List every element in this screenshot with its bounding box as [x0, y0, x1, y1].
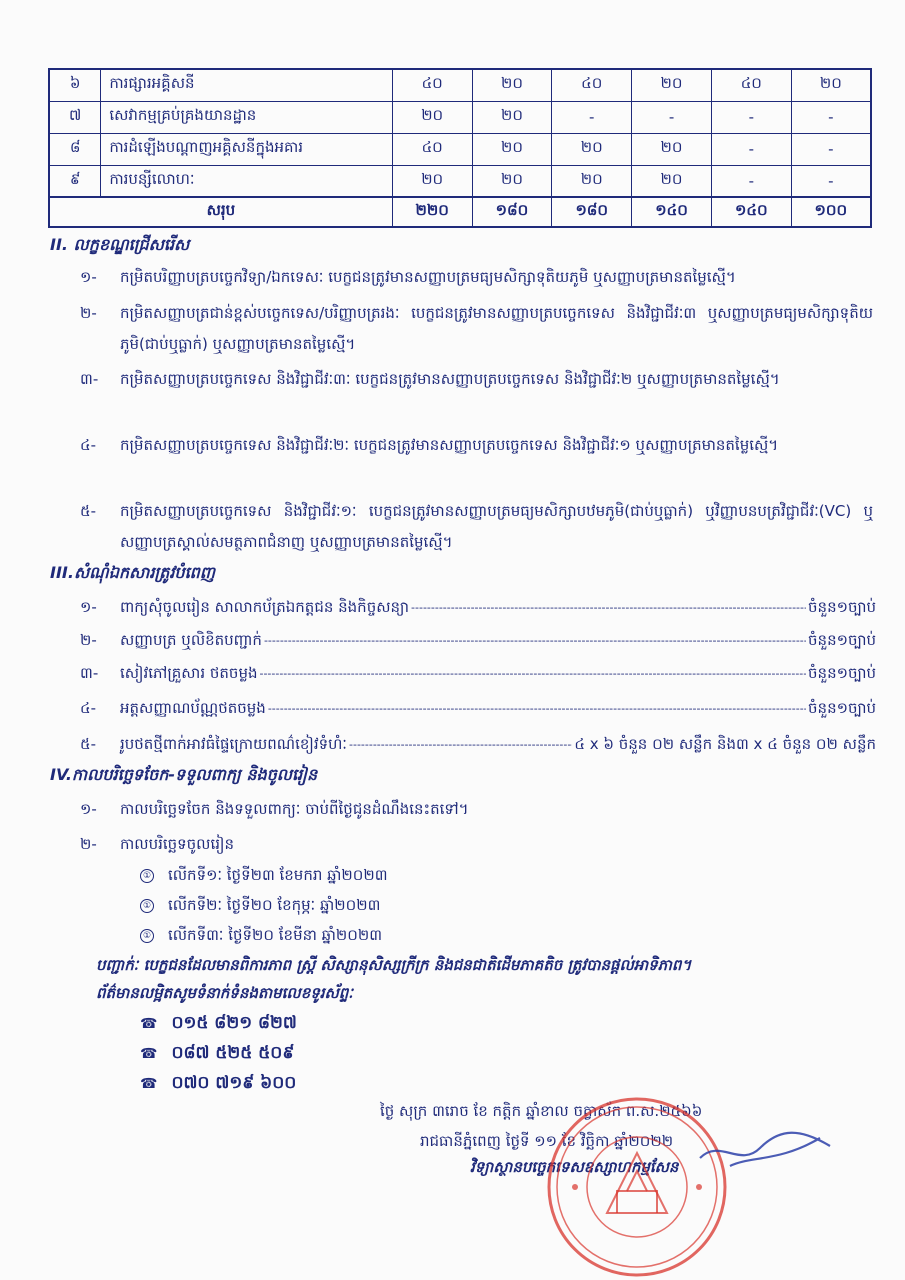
- session-text: លើកទី១ៈ ថ្ងៃទី២៣ ខែមករា ឆ្នាំ២០២៣: [168, 866, 388, 884]
- table-row: [49, 133, 871, 165]
- quota-cell: ២០: [632, 165, 712, 197]
- item-text: កាលបរិច្ឆេទចែក និងទទួលពាក្យៈ ចាប់ពីថ្ងៃជូនដំណឹងនេះតទៅ។: [120, 800, 469, 818]
- row-number: ៧: [49, 101, 101, 133]
- item-number: ៤-: [80, 699, 97, 717]
- phone-number: ០៧០ ៧១៩ ៦០០: [171, 1073, 297, 1093]
- course-name: សេវាកម្មគ្រប់គ្រងយានដ្ឋាន: [101, 101, 392, 133]
- leader-dots: [268, 697, 806, 719]
- document-count: ចំនួន១ច្បាប់: [808, 699, 876, 717]
- document-label: ពាក្យសុំចូលរៀន សាលាកប័ត្រឯកត្តជន និងកិច្ចសន្យា: [120, 598, 410, 616]
- lunar-date: ថ្ងៃ សុក្រ ៣រោច ខែ កត្តិក ឆ្នាំខាល ចត្វាស័ក ព.ស.២៥៦៦: [380, 1102, 703, 1120]
- leader-dots: [411, 596, 806, 618]
- item-number: ១-: [80, 598, 97, 616]
- item-text: កម្រិតសញ្ញាបត្របច្ចេកទេស និងវិជ្ជាជីវៈ១ៈ បេក្ខជនត្រូវមានសញ្ញាបត្រមធ្យមសិក្សាបឋមភូមិ(ជាប់ឬធ្លាក់) ឬវិញ្ញាបនបត្រវិជ្ជាជីវៈ(VC) ឬសញ្ញាបត្រស្គាល់សមត្ថភាពជំនាញ ឬសញ្ញាបត្រមានតម្លៃស្មើ។: [120, 502, 873, 551]
- quota-cell: ២០: [472, 101, 552, 133]
- note-contact: ព័ត៌មានលម្អិតសូមទំនាក់ទំនងតាមលេខទូរស័ព្ទៈ: [96, 984, 353, 1002]
- document-item: [80, 662, 876, 684]
- institution-name: វិទ្យាស្ថានបច្ចេកទេសឧស្សាហកម្មសែន: [470, 1158, 679, 1176]
- quota-cell: ២០: [632, 69, 712, 101]
- quota-cell: ២០: [392, 101, 472, 133]
- item-number: ៤-: [80, 436, 97, 454]
- quota-cell: ៤០: [552, 69, 632, 101]
- quota-cell: ២០: [472, 165, 552, 197]
- total-cell: ១៨០: [472, 197, 552, 227]
- table-row: [49, 101, 871, 133]
- quota-cell: ៤០: [392, 69, 472, 101]
- item-text: កាលបរិច្ឆេទចូលរៀន: [120, 835, 234, 853]
- list-item: [80, 794, 873, 825]
- document-label: អត្តសញ្ញាណប័ណ្ណថតចម្លង: [120, 699, 266, 717]
- table-row: [49, 165, 871, 197]
- list-item: [80, 496, 873, 558]
- section-heading-selection: II. លក្ខខណ្ឌជ្រើសរើស: [50, 235, 190, 254]
- phone-number: ០៨៧ ៥២៥ ៥០៩: [171, 1043, 295, 1063]
- circled-bullet-icon: ①: [140, 869, 154, 883]
- quota-cell: ២០: [472, 133, 552, 165]
- document-count: ចំនួន១ច្បាប់: [808, 631, 876, 649]
- document-count: ចំនួន១ច្បាប់: [808, 664, 876, 682]
- quota-cell: -: [552, 101, 632, 133]
- phone-line: [140, 1042, 294, 1067]
- quota-cell: -: [632, 101, 712, 133]
- quota-cell: -: [791, 165, 871, 197]
- session-item: [140, 926, 382, 948]
- total-cell: ១៤០: [632, 197, 712, 227]
- session-item: [140, 866, 388, 888]
- quota-cell: ២០: [552, 165, 632, 197]
- phone-icon: ☎: [140, 1076, 158, 1092]
- document-count: ចំនួន១ច្បាប់: [808, 598, 876, 616]
- phone-icon: ☎: [140, 1016, 158, 1032]
- total-cell: ១៤០: [711, 197, 791, 227]
- list-item: [80, 262, 873, 293]
- document-count: ៤ x ៦ ចំនួន ០២ សន្លឹក និង៣ x ៤ ចំនួន ០២ សន្លឹក: [574, 735, 876, 753]
- quota-cell: ២០: [791, 69, 871, 101]
- list-item: [80, 829, 873, 860]
- row-number: ៩: [49, 165, 101, 197]
- leader-dots: [259, 662, 806, 684]
- list-item: [80, 364, 873, 395]
- quota-cell: -: [711, 101, 791, 133]
- item-text: កម្រិតសញ្ញាបត្របច្ចេកទេស និងវិជ្ជាជីវៈ២ៈ បេក្ខជនត្រូវមានសញ្ញាបត្របច្ចេកទេស និងវិជ្ជាជីវៈ១ ឬសញ្ញាបត្រមានតម្លៃស្មើ។: [120, 436, 779, 454]
- item-number: ៣-: [80, 370, 99, 388]
- item-number: ២-: [80, 304, 97, 322]
- phone-line: [140, 1012, 297, 1037]
- quota-cell: ២០: [472, 69, 552, 101]
- session-text: លើកទី៣ៈ ថ្ងៃទី២០ ខែមីនា ឆ្នាំ២០២៣: [168, 926, 383, 944]
- total-label: សរុប: [49, 197, 392, 227]
- quota-cell: -: [791, 133, 871, 165]
- circled-bullet-icon: ①: [140, 929, 154, 943]
- total-cell: ១០០: [791, 197, 871, 227]
- circled-bullet-icon: ①: [140, 899, 154, 913]
- quota-cell: -: [711, 133, 791, 165]
- document-item: [80, 733, 876, 755]
- total-cell: ១៨០: [552, 197, 632, 227]
- signature-icon: [690, 1118, 840, 1178]
- total-row: [49, 197, 871, 227]
- list-item: [80, 298, 873, 360]
- leader-dots: [264, 629, 806, 651]
- document-item: [80, 629, 876, 651]
- table-row: [49, 69, 871, 101]
- leader-dots: [349, 733, 572, 755]
- quota-cell: ៤០: [392, 133, 472, 165]
- row-number: ៨: [49, 133, 101, 165]
- session-item: [140, 896, 380, 918]
- item-number: ៥-: [80, 502, 97, 520]
- row-number: ៦: [49, 69, 101, 101]
- document-item: [80, 697, 876, 719]
- document-label: រូបថតថ្មីពាក់អាវធំផ្ទៃក្រោយពណ៌ខៀវទំហំៈ: [120, 735, 348, 753]
- quota-cell: ២០: [392, 165, 472, 197]
- document-label: សញ្ញាបត្រ ឬលិខិតបញ្ជាក់: [120, 631, 262, 649]
- course-name: ការបន្សីលោហៈ: [101, 165, 392, 197]
- document-label: សៀវភៅគ្រួសារ ថតចម្លង: [120, 664, 258, 682]
- quota-cell: -: [791, 101, 871, 133]
- item-number: ២-: [80, 631, 97, 649]
- total-cell: ២២០: [392, 197, 472, 227]
- item-number: ២-: [80, 835, 97, 853]
- list-item: [80, 430, 873, 461]
- document-item: [80, 596, 876, 618]
- item-number: ៣-: [80, 664, 99, 682]
- solar-date: រាជធានីភ្នំពេញ ថ្ងៃទី ១១ ខែ វិច្ឆិកា ឆ្នាំ២០២២: [420, 1132, 674, 1150]
- session-text: លើកទី២ៈ ថ្ងៃទី២០ ខែកុម្ភៈ ឆ្នាំ២០២៣: [168, 896, 381, 914]
- phone-line: [140, 1072, 296, 1097]
- quota-cell: ២០: [632, 133, 712, 165]
- item-number: ១-: [80, 800, 97, 818]
- course-table: [48, 68, 872, 228]
- section-heading-documents: III.សំណុំឯកសារត្រូវបំពេញ: [50, 563, 216, 582]
- quota-cell: ៤០: [711, 69, 791, 101]
- item-number: ១-: [80, 268, 97, 286]
- item-text: កម្រិតសញ្ញាបត្រជាន់ខ្ពស់បច្ចេកទេស/បរិញ្ញាបត្ររងៈ បេក្ខជនត្រូវមានសញ្ញាបត្របច្ចេកទេស និងវិជ្ជាជីវៈ៣ ឬសញ្ញាបត្រមធ្យមសិក្សាទុតិយភូមិ(ជាប់ឬធ្លាក់) ឬសញ្ញាបត្រមានតម្លៃស្មើ។: [120, 304, 873, 353]
- item-text: កម្រិតបរិញ្ញាបត្របច្ចេកវិទ្យា/ឯកទេសៈ បេក្ខជនត្រូវមានសញ្ញាបត្រមធ្យមសិក្សាទុតិយភូមិ ឬសញ្ញាបត្រមានតម្លៃស្មើ។: [120, 268, 736, 286]
- item-number: ៥-: [80, 735, 97, 753]
- phone-number: ០១៥ ៨២១ ៨២៧: [171, 1013, 297, 1033]
- note-priority: បញ្ជាក់ៈ បេក្ខជនដែលមានពិការភាព ស្ត្រី សិស្សានុសិស្សក្រីក្រ និងជនជាតិដើមភាគតិច ត្រូវបានផ្តល់អាទិភាព។: [96, 956, 692, 974]
- phone-icon: ☎: [140, 1046, 158, 1062]
- item-text: កម្រិតសញ្ញាបត្របច្ចេកទេស និងវិជ្ជាជីវៈ៣ៈ បេក្ខជនត្រូវមានសញ្ញាបត្របច្ចេកទេស និងវិជ្ជាជីវៈ២ ឬសញ្ញាបត្រមានតម្លៃស្មើ។: [120, 370, 780, 388]
- section-heading-dates: IV.កាលបរិច្ឆេទចែក-ទទួលពាក្យ និងចូលរៀន: [50, 765, 318, 784]
- course-name: ការដំឡើងបណ្តាញអគ្គិសនីក្នុងអគារ: [101, 133, 392, 165]
- course-name: ការផ្សារអគ្គិសនី: [101, 69, 392, 101]
- quota-cell: ២០: [552, 133, 632, 165]
- quota-cell: -: [711, 165, 791, 197]
